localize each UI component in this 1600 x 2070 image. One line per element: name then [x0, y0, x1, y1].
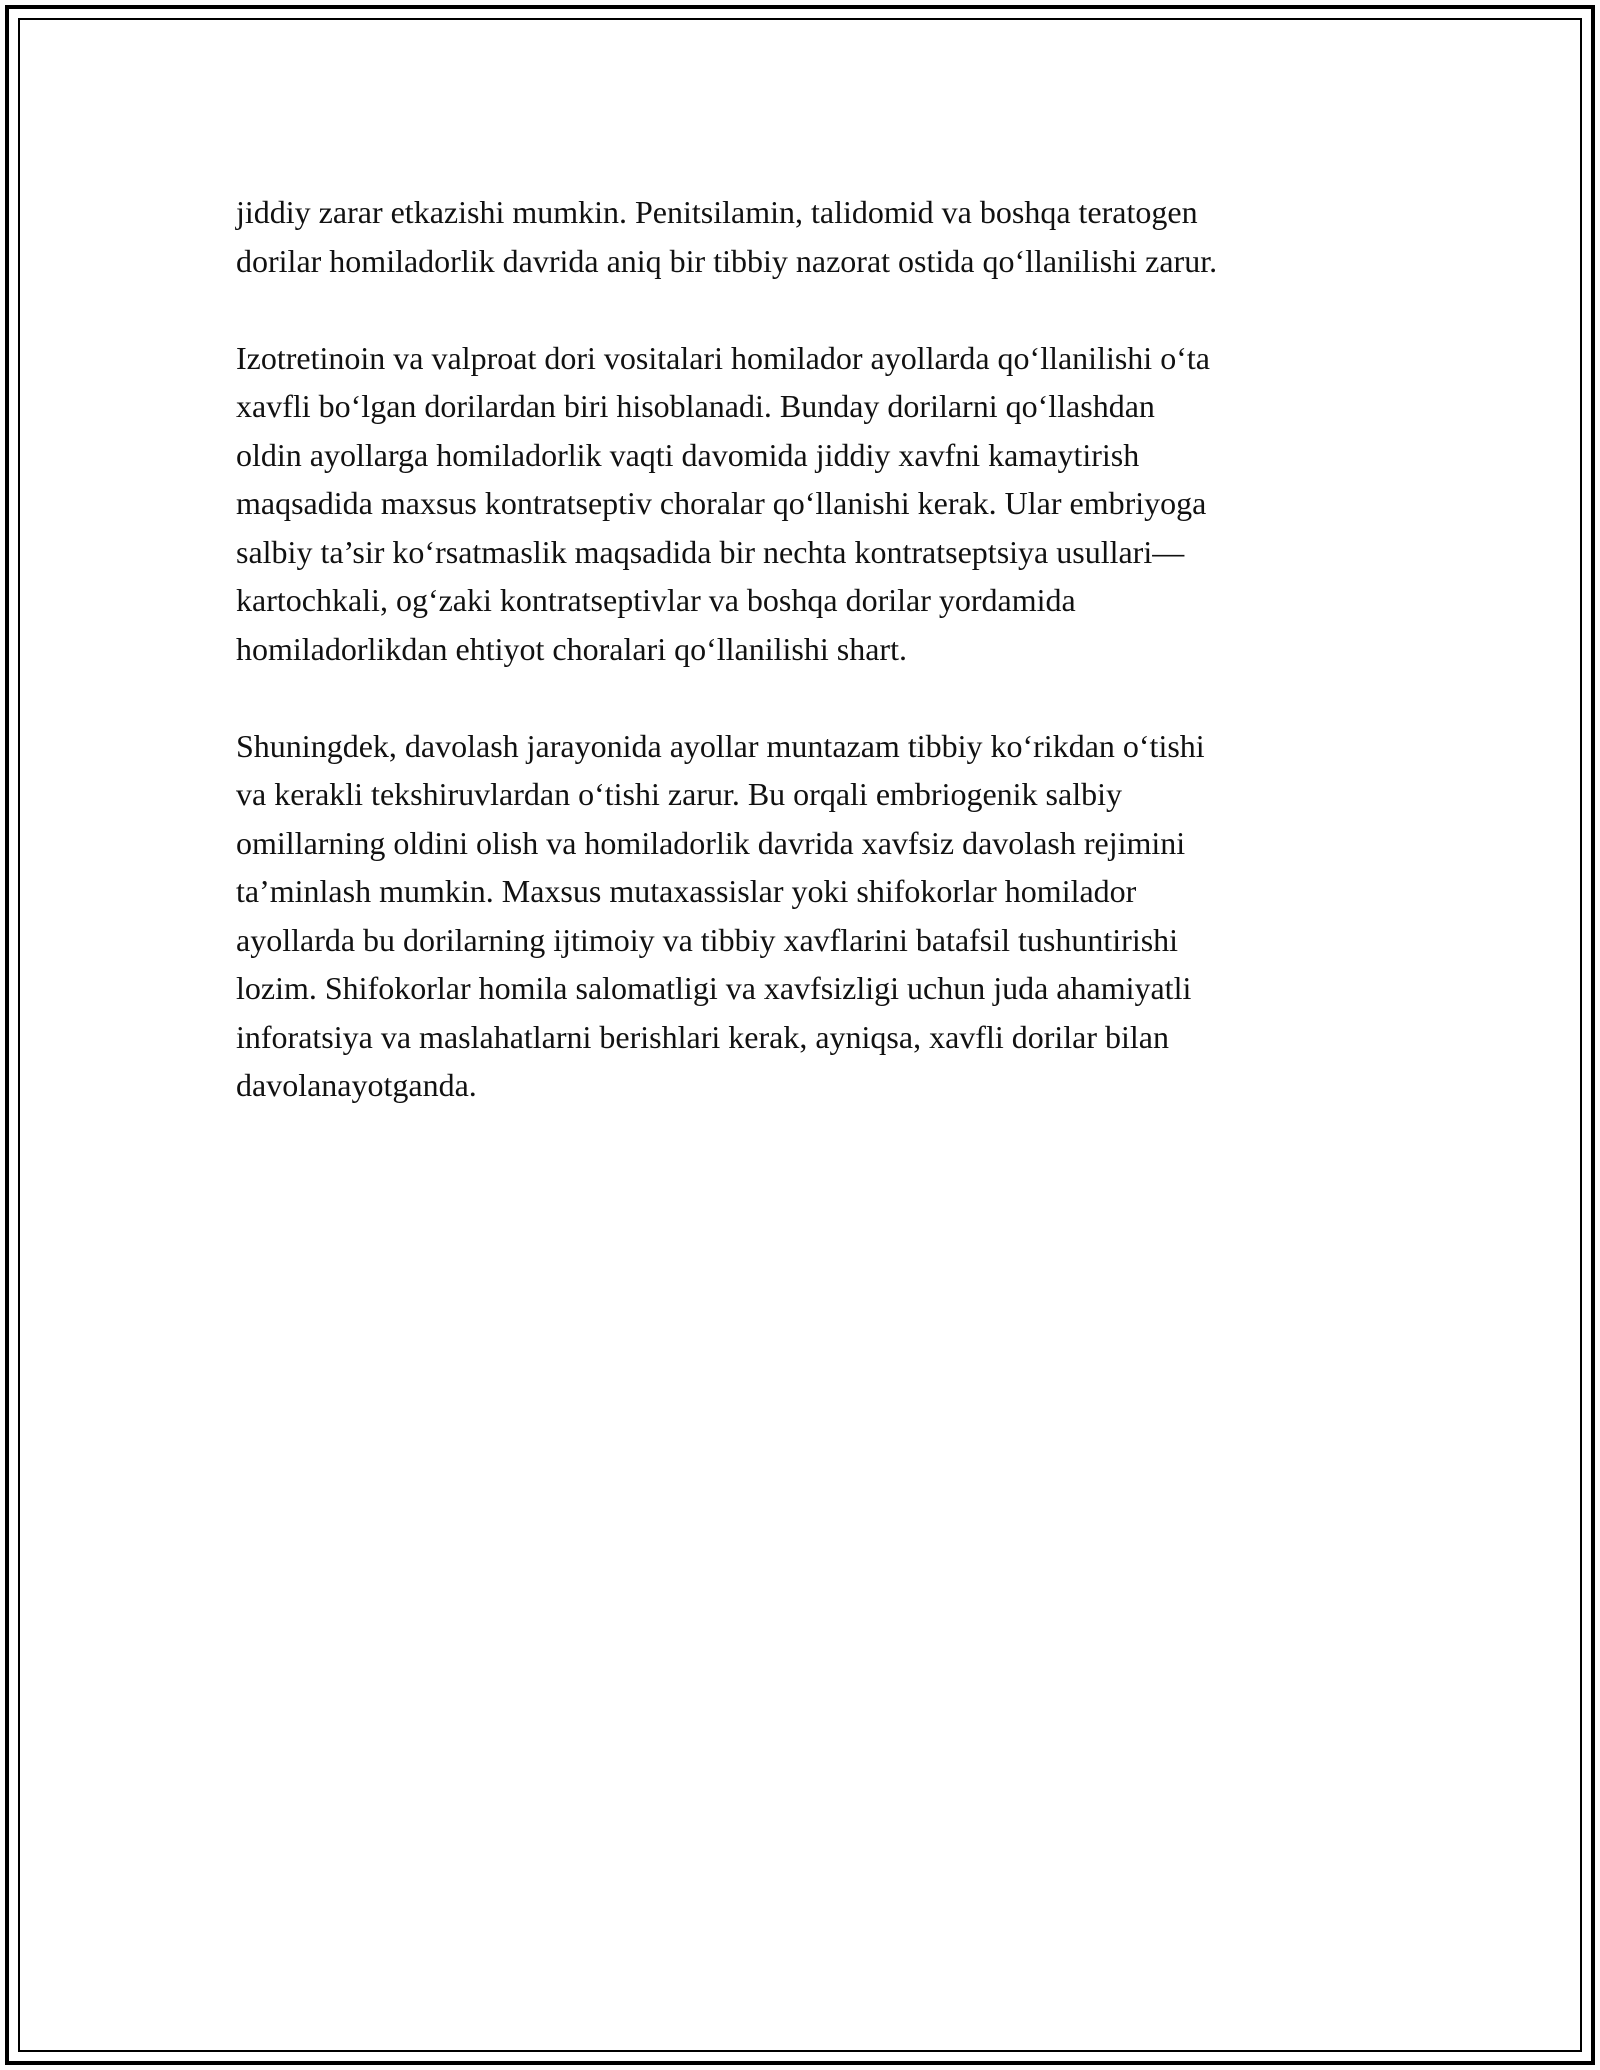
text-line: salbiy ta’sir ko‘rsatmaslik maqsadida bir nechta kontratseptsiya usullari— [236, 533, 1185, 570]
text-line: Izotretinoin va valproat dori vositalari homilador ayollarda qo‘llanilishi o‘ta [236, 339, 1210, 376]
text-line: va kerakli tekshiruvlardan o‘tishi zarur. Bu orqali embriogenik salbiy [236, 776, 1122, 812]
text-line: inforatsiya va maslahatlarni berishlari kerak, ayniqsa, xavfli dorilar bilan [236, 1018, 1169, 1055]
text-line: lozim. Shifokorlar homila salomatligi va xavfsizligi uchun juda ahamiyatli [236, 970, 1192, 1006]
text-line: omillarning oldini olish va homiladorlik davrida xavfsiz davolash rejimini [236, 824, 1186, 861]
text-line: dorilar homiladorlik davrida aniq bir tibbiy nazorat ostida qo‘llanilishi zarur. [236, 242, 1218, 279]
text-line: jiddiy zarar etkazishi mumkin. Penitsilamin, talidomid va boshqa teratogen [236, 194, 1198, 230]
text-line: kartochkali, og‘zaki kontratseptivlar va boshqa dorilar yordamida [236, 582, 1076, 618]
text-line: davolanayotganda. [236, 1067, 477, 1103]
paragraph-2 [236, 334, 1416, 674]
paragraph-3 [236, 722, 1416, 1110]
text-line: ayollarda bu dorilarning ijtimoiy va tibbiy xavflarini batafsil tushuntirishi [236, 921, 1179, 958]
document-body [236, 188, 1416, 1158]
paragraph-1 [236, 188, 1416, 285]
text-line: homiladorlikdan ehtiyot choralari qo‘llanilishi shart. [236, 630, 907, 667]
text-line: Shuningdek, davolash jarayonida ayollar muntazam tibbiy ko‘rikdan o‘tishi [236, 727, 1205, 764]
text-line: maqsadida maxsus kontratseptiv choralar qo‘llanishi kerak. Ular embriyoga [236, 485, 1207, 521]
text-line: oldin ayollarga homiladorlik vaqti davomida jiddiy xavfni kamaytirish [236, 436, 1140, 473]
text-line: xavfli bo‘lgan dorilardan biri hisoblanadi. Bunday dorilarni qo‘llashdan [236, 388, 1155, 424]
text-line: ta’minlash mumkin. Maxsus mutaxassislar yoki shifokorlar homilador [236, 873, 1137, 909]
